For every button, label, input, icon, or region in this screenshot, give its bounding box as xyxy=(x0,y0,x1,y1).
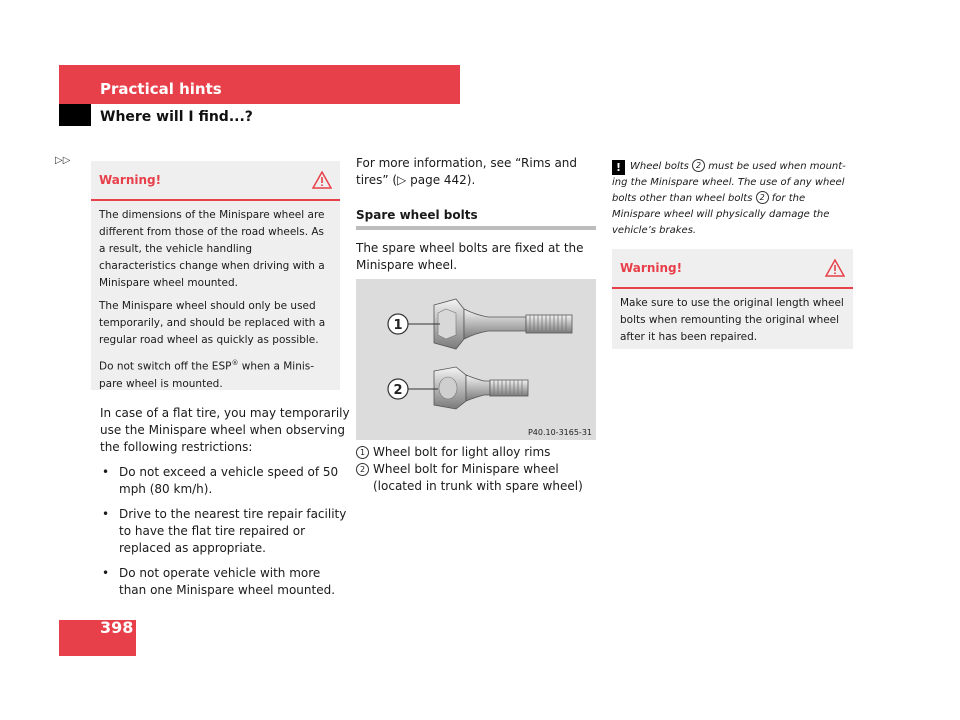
warning-paragraph: The dimensions of the Minispare wheel are different from those of the road wheels. As a result, the vehicle handling characteristics change when driving with a Minispare wheel mounted. xyxy=(99,209,325,289)
warning-title: Warning! xyxy=(99,173,162,187)
callout-label: 2 xyxy=(393,383,403,398)
continuation-mark: ▷▷ xyxy=(55,155,71,166)
legend-number: 2 xyxy=(356,463,369,476)
restrictions-list xyxy=(100,464,350,599)
list-item: • Drive to the nearest tire repair facility to have the flat tire repaired or replaced as appropriate. xyxy=(100,506,350,557)
figure-code: P40.10-3165-31 xyxy=(527,428,592,437)
more-info-text: For more information, see “Rims and tires” (▷ page 442). xyxy=(356,156,578,187)
header-tab-marker xyxy=(59,104,91,126)
warning-header xyxy=(91,161,340,201)
wheel-bolts-figure xyxy=(356,279,596,440)
warning-paragraph: Make sure to use the original length wheel bolts when remounting the original wheel after it has been repaired. xyxy=(620,297,844,343)
page-number: 398 xyxy=(100,618,134,637)
warning-body xyxy=(612,289,853,352)
wheel-bolt-short-illustration xyxy=(408,367,528,409)
legend-item xyxy=(356,461,596,495)
chapter-title: Practical hints xyxy=(100,80,222,98)
inline-number: 2 xyxy=(692,159,705,172)
legend-text: Wheel bolt for light alloy rims xyxy=(373,445,551,459)
callout-label: 1 xyxy=(393,318,403,333)
figure-legend xyxy=(356,444,596,495)
warning-title: Warning! xyxy=(620,261,683,275)
notice-wheel-bolts: ! Wheel bolts 2 must be used when mount-ing the Minispare wheel. The use of any wheel bolts other than wheel bolts 2 for the Minispare wheel will physically damage the vehicle’s brakes. xyxy=(612,161,846,236)
inline-number: 2 xyxy=(756,191,769,204)
warning-triangle-icon xyxy=(312,171,332,189)
legend-item xyxy=(356,444,596,461)
warning-box-minispare xyxy=(91,161,340,390)
warning-paragraph: Do not switch off the ESP® when a Minis-pare wheel is mounted. xyxy=(99,359,315,390)
list-item: • Do not operate vehicle with more than one Minispare wheel mounted. xyxy=(100,565,350,599)
restrictions-intro: In case of a flat tire, you may temporarily use the Minispare wheel when observing the following restrictions: xyxy=(100,406,350,454)
warning-triangle-icon xyxy=(825,259,845,277)
warning-paragraph: The Minispare wheel should only be used temporarily, and should be replaced with a regular road wheel as quickly as possible. xyxy=(99,300,326,346)
wheel-bolt-long-illustration xyxy=(408,299,572,349)
exclamation-icon: ! xyxy=(612,160,625,175)
warning-body xyxy=(91,201,340,399)
more-info xyxy=(356,155,596,189)
warning-header xyxy=(612,249,853,289)
section-heading-spare-bolts: Spare wheel bolts xyxy=(356,208,596,230)
warning-box-original-bolts xyxy=(612,249,853,349)
section-text: The spare wheel bolts are fixed at the Minispare wheel. xyxy=(356,241,584,272)
restrictions-section xyxy=(100,405,350,607)
legend-text: Wheel bolt for Minispare wheel (located in trunk with spare wheel) xyxy=(373,462,583,493)
legend-number: 1 xyxy=(356,446,369,459)
list-item: • Do not exceed a vehicle speed of 50 mph (80 km/h). xyxy=(100,464,350,498)
section-subtitle: Where will I find...? xyxy=(100,109,253,125)
